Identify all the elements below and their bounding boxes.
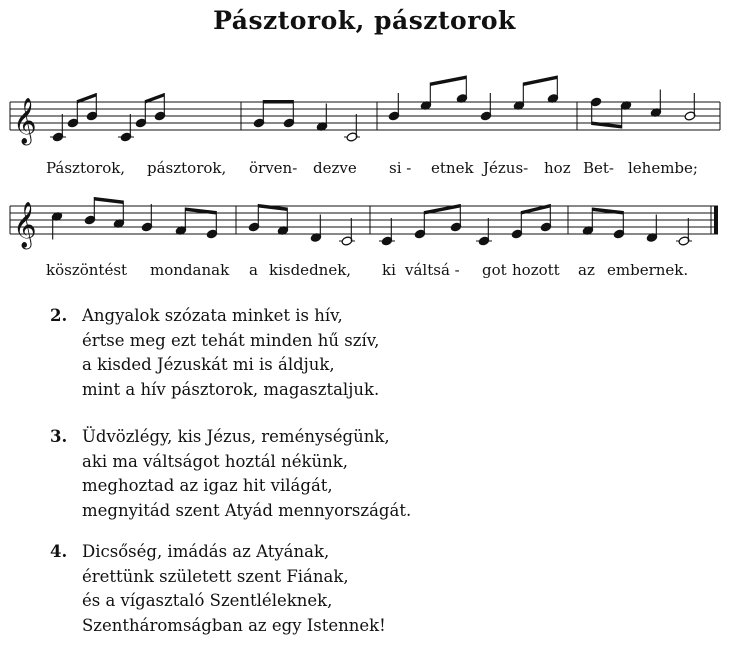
treble-clef-icon: 𝄞: [13, 202, 37, 248]
lyric: dezve: [313, 159, 357, 177]
lyric: örven-: [249, 159, 298, 177]
lyric: Bet-: [583, 159, 614, 177]
verse-line: mint a hív pásztorok, magasztaljuk.: [82, 379, 380, 399]
verse-number: 3.: [50, 427, 68, 446]
verse-line: megnyitád szent Atyád mennyországát.: [82, 500, 412, 520]
lyric: etnek: [431, 159, 474, 177]
lyric: hozott: [512, 261, 560, 279]
notes: [51, 197, 692, 246]
lyric: Jézus-: [483, 159, 529, 177]
lyric: a: [249, 261, 258, 279]
treble-clef-icon: 𝄞: [13, 98, 37, 144]
lyric: embernek.: [607, 261, 689, 279]
verse-line: a kisded Jézuskát mi is áldjuk,: [82, 355, 335, 374]
music-system-1: [0, 92, 729, 182]
note-beam: [94, 197, 123, 204]
verse-line: aki ma váltságot hoztál nékünk,: [82, 451, 348, 471]
lyric: váltsá -: [405, 261, 460, 279]
lyric: köszöntést: [46, 261, 128, 279]
lyric: si -: [389, 159, 412, 177]
verse-4: [50, 540, 386, 638]
verse-line: Angyalok szózata minket is hív,: [82, 306, 343, 325]
note-beam: [523, 76, 557, 87]
music-system-2: [0, 196, 729, 286]
final-barline: [714, 206, 718, 234]
note-beam: [263, 100, 293, 104]
verse-3: [50, 425, 411, 523]
verse-line: értse meg ezt tehát minden hű szív,: [82, 330, 380, 350]
lyric: Pásztorok,: [46, 159, 126, 177]
song-title: Pásztorok, pásztorok: [213, 6, 516, 35]
lyric: got: [482, 261, 507, 279]
lyric: kisdednek,: [269, 261, 352, 279]
lyric: mondanak: [150, 261, 230, 279]
verse-line: érettünk született szent Fiának,: [82, 566, 349, 586]
verse-line: Dicsőség, imádás az Atyának,: [82, 542, 330, 561]
verse-number: 4.: [50, 542, 68, 561]
verse-line: meghoztad az igaz hit világát,: [82, 476, 333, 495]
lyric: az: [578, 261, 595, 279]
note-beam: [258, 204, 287, 211]
verse-line: Szentháromságban az egy Istennek!: [82, 615, 386, 635]
lyric: hoz: [544, 159, 571, 177]
lyric: lehembe;: [628, 159, 698, 177]
note-beam: [430, 76, 466, 87]
verse-2: [50, 304, 379, 402]
lyric: ki: [382, 261, 396, 279]
verse-line: Üdvözlégy, kis Jézus, reménységünk,: [82, 427, 390, 446]
lyric: pásztorok,: [147, 159, 227, 177]
verse-number: 2.: [50, 306, 68, 325]
verse-line: és a vígasztaló Szentléleknek,: [82, 591, 333, 610]
